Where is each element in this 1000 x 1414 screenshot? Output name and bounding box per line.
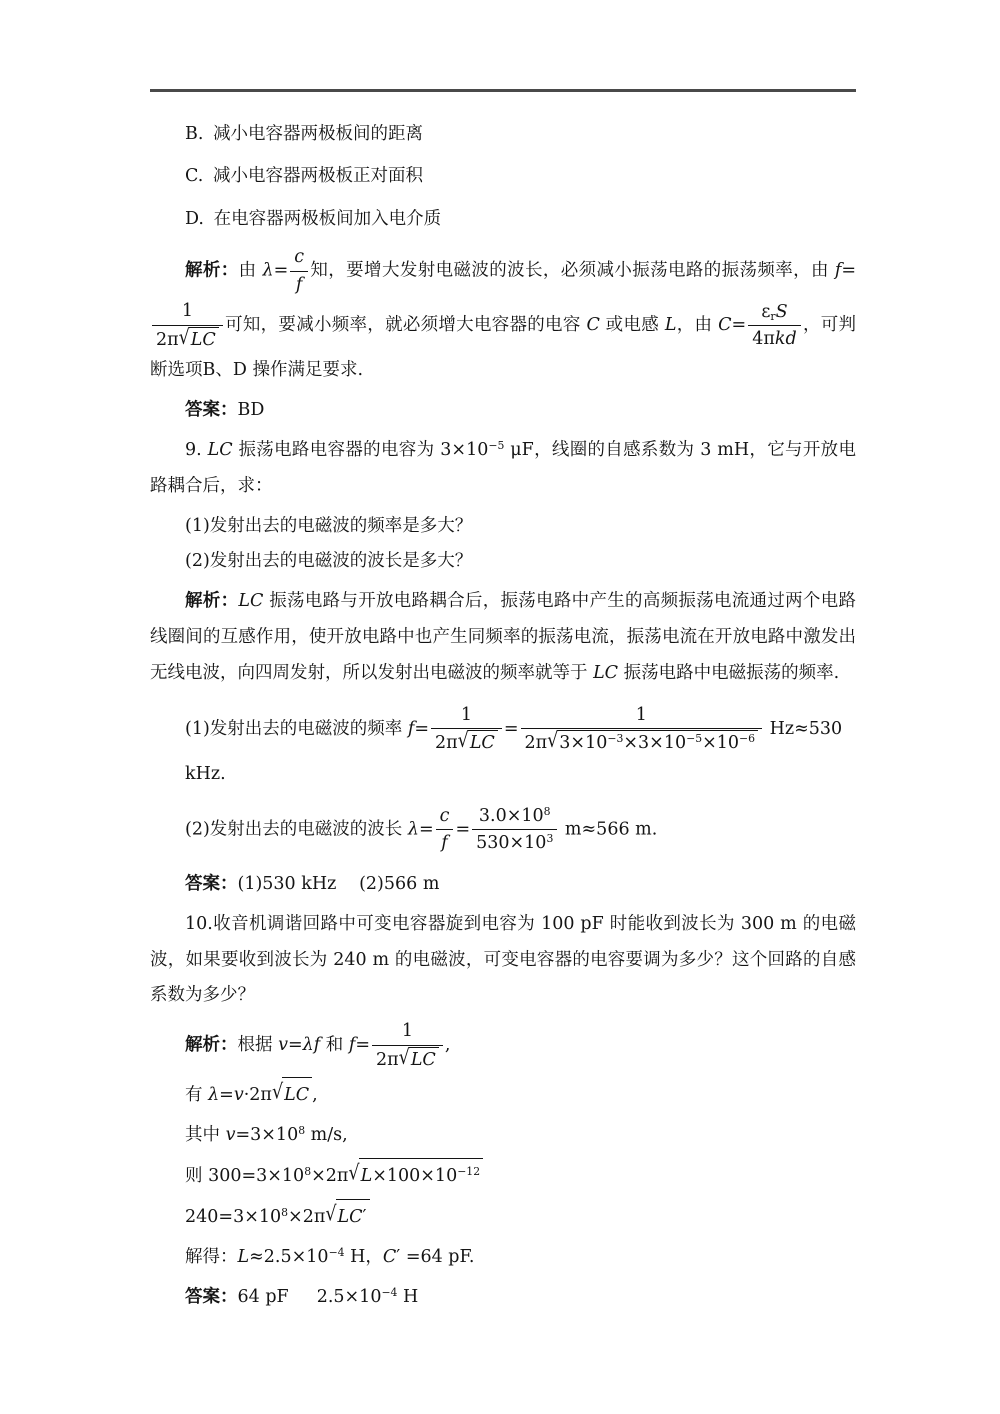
fraction [436, 803, 454, 857]
q10-step-5: $240=3\times 10^8\times 2\pi√LC'$ [150, 1199, 856, 1236]
math-var: kd [774, 329, 797, 350]
q9-question: 9. LC 振荡电路电容器的电容为 $3\times 10^{-5}$ μF，线圈的自感系数为 3 mH，它与开放电路耦合后，求： [150, 438, 856, 496]
math-var: f [441, 833, 448, 854]
denominator: $2\pi√3\times 10^{-3}\times 3\times 10^{-5}\times 10^{-6}$ [521, 728, 763, 757]
denominator: 2π√LC [372, 1045, 443, 1074]
superscript: −5 [488, 438, 505, 452]
radicand: $L\times 100\times 10^{-12}$ [359, 1158, 484, 1195]
q9-subquestion-2: (2)发射出去的电磁波的波长是多大？ [185, 551, 473, 572]
bold-label: 答案： [185, 399, 238, 420]
fraction [472, 803, 557, 857]
fraction [748, 299, 800, 353]
denominator: 2π√LC [152, 325, 223, 354]
q9-formula-1: (1)发射出去的电磁波的频率 f= $\frac{1}{2\pi√LC}$ = $\frac{1}{2\pi√3\times 10^{-3}\times 3\times 10^{-5}\times 10^{-6}}$ Hz≈530 kHz. [150, 702, 856, 793]
bold-label: 解析： [185, 260, 239, 281]
sqrt [458, 730, 498, 756]
radicand [189, 327, 219, 353]
q9-formula-2: (2)发射出去的电磁波的波长 λ= $\frac{c}{f}$ = $\frac{3.0\times 10^8}{530\times 10^3}$ m≈566 m. [150, 803, 856, 857]
denominator: 4πkd [748, 325, 800, 353]
radicand [409, 1047, 439, 1073]
option-b: B. 减小电容器两极板间的距离 [185, 124, 424, 144]
sqrt [399, 1047, 439, 1073]
denominator [290, 271, 308, 299]
math-var: λ [407, 819, 419, 840]
math-var: LC [190, 329, 216, 350]
q8-answer: 答案：BD [185, 399, 265, 420]
numerator [290, 244, 308, 271]
q9-answer: 答案：(1)530 kHz (2)566 m [185, 873, 440, 894]
radicand: $3\times 10^{-3}\times 3\times 10^{-5}\times 10^{-6}$ [557, 730, 758, 756]
numerator: 1 [635, 704, 647, 725]
superscript: −6 [739, 732, 756, 746]
sqrt [272, 1077, 312, 1114]
subscript: r [770, 310, 776, 324]
math-var: v [233, 1085, 244, 1106]
numerator [436, 803, 454, 830]
q10-step-6: 解得：$L\approx 2.5\times 10^{-4}$ H，C′ =64 pF. [185, 1245, 475, 1267]
math-var: λf [302, 1035, 321, 1056]
math-var: λ [208, 1085, 220, 1106]
numerator: 1 [460, 704, 472, 725]
q10-question: 10.收音机调谐回路中可变电容器旋到电容为 100 pF 时能收到波长为 300 m 的电磁波，如果要收到波长为 240 m 的电磁波，可变电容器的电容要调为多少？这个回路的自感系数为多少？ [150, 913, 856, 1006]
superscript: −4 [328, 1245, 345, 1259]
superscript: 8 [298, 1124, 306, 1138]
fraction [372, 1018, 443, 1073]
radicand [468, 730, 498, 756]
math-var: v [225, 1125, 236, 1146]
q10-step-1: 解析：根据 v=λf 和 f= $\frac{1}{2\pi√LC}$ , [150, 1018, 856, 1073]
math-var: LC [238, 591, 264, 612]
option-d: D. 在电容器两极板间加入电介质 [185, 208, 442, 229]
q9-analysis: 解析：LC 振荡电路与开放电路耦合后，振荡电路中产生的高频振荡电流通过两个电路线圈间的互感作用，使开放电路中也产生同频率的振荡电流，振荡电流在开放电路中激发出无线电波，向四周发射，所以发射出电磁波的频率就等于 LC 振荡电路中电磁振荡的频率. [150, 591, 857, 684]
q8-analysis: 解析：由 λ= $\frac{c}{f}$ 知，要增大发射电磁波的波长，必须减小振荡电路的振荡频率，由 f= $\frac{1}{2\pi√LC}$ 可知，要减小频率，就必须增大电容器的电容 C 或电感 L，由 C= $\frac{\varepsilon_rS}{\text{4πkd}}$ ，可判断选项B、D 操作满足要求. [150, 244, 856, 389]
radicand: LC′ [336, 1199, 370, 1236]
numerator: $3.0\times 10^8$ [478, 804, 551, 826]
q10-step-4: 则 $300=3\times 10^8\times 2\pi√L\times 100\times 10^{-12}$ [150, 1158, 856, 1195]
bold-label: 解析： [185, 591, 239, 612]
superscript: −3 [607, 732, 624, 746]
radical-sign: √ [271, 1080, 284, 1105]
fraction [521, 702, 763, 757]
superscript: 8 [281, 1205, 289, 1219]
math-var: C [586, 315, 600, 336]
radical-sign: √ [325, 1202, 337, 1227]
math-var: S [775, 301, 788, 322]
math-var: LC [207, 439, 233, 460]
sqrt [348, 1158, 483, 1195]
math-var: L [237, 1246, 250, 1267]
math-var: f [348, 1035, 356, 1056]
denominator: $530\times 10^3$ [472, 829, 557, 857]
bold-label: 答案： [185, 1286, 238, 1307]
math-var: LC [284, 1085, 310, 1106]
math-var: λ [262, 260, 274, 281]
math-var: f [295, 274, 303, 295]
superscript: −5 [686, 732, 703, 746]
math-var: f [834, 260, 842, 281]
q10-step-3: 其中 $v=3\times 10^8$ m/s, [185, 1124, 348, 1146]
option-c: C. 减小电容器两极板正对面积 [185, 166, 423, 187]
math-var: C [382, 1246, 397, 1267]
denominator: 2π√LC [431, 728, 502, 757]
numerator: 1 [181, 301, 193, 322]
sqrt [325, 1199, 369, 1236]
q9-subquestion-1: (1)发射出去的电磁波的频率是多大？ [185, 515, 473, 536]
radical-sign: √ [348, 1161, 360, 1186]
q10-step-2: 有 λ=v·2π√LC , [150, 1077, 856, 1114]
math-var: v [278, 1035, 288, 1056]
superscript: −4 [381, 1285, 398, 1299]
math-var: c [439, 805, 450, 826]
numerator: $\varepsilon_rS$ [761, 301, 788, 324]
bold-label: 解析： [185, 1035, 238, 1056]
math-var: L [360, 1166, 373, 1187]
fraction [152, 298, 223, 353]
superscript: 8 [543, 804, 551, 818]
bold-label: 答案： [185, 873, 238, 894]
superscript: −12 [457, 1165, 481, 1179]
superscript: 8 [304, 1165, 312, 1179]
superscript: 3 [546, 832, 554, 846]
denominator [436, 829, 454, 857]
top-rule [150, 89, 856, 92]
radicand [282, 1077, 312, 1114]
fraction [290, 244, 308, 298]
math-var: LC [337, 1206, 363, 1227]
radical-sign: √ [457, 729, 469, 754]
fraction [431, 702, 502, 757]
sqrt [179, 327, 219, 353]
math-var: LC [469, 733, 495, 754]
math-var: c [294, 247, 305, 268]
math-var: C [718, 315, 732, 336]
numerator: 1 [401, 1021, 413, 1042]
math-var: f [407, 718, 415, 739]
math-var: LC [410, 1049, 436, 1070]
radical-sign: √ [547, 729, 559, 754]
math-var: LC [593, 663, 619, 684]
math-var: L [664, 315, 677, 336]
radical-sign: √ [398, 1046, 410, 1070]
radical-sign: √ [178, 326, 190, 350]
q10-answer: 答案：64 pF $2.5\times 10^{-4}$ H [185, 1285, 419, 1307]
sqrt [547, 730, 758, 756]
